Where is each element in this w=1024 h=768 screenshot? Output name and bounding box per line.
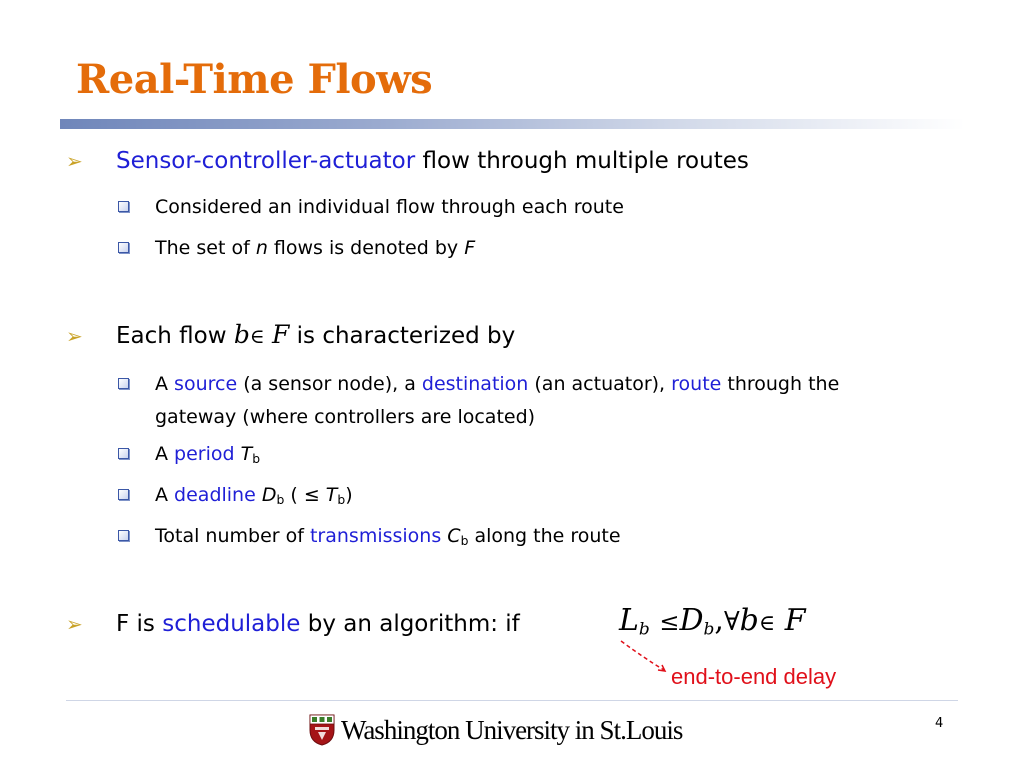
square-bullet-icon [118, 378, 129, 389]
square-bullet-icon [118, 489, 129, 500]
bullet-1-sub-2: The set of n flows is denoted by F [118, 237, 475, 259]
bullet-2 [66, 320, 515, 349]
bullet-2-sub-3: A deadline $D_b$ ( ≤ $T_b$) [118, 484, 353, 506]
bullet-2-sub-2: A period $T_b$ [118, 443, 260, 465]
page-number: 4 [935, 716, 944, 731]
bullet-1-text: Sensor-controller-actuator flow through multiple routes [116, 148, 749, 174]
annotation-arrow-icon [616, 636, 672, 678]
bullet-2-text: Each flow b∈ F is characterized by [116, 320, 516, 349]
bullet-1 [66, 148, 749, 174]
university-logo [309, 714, 682, 746]
footer-divider [66, 700, 958, 701]
bullet-3 [66, 611, 520, 637]
highlight-term: Sensor-controller-actuator [116, 148, 416, 174]
slide-title: Real-Time Flows [76, 56, 433, 103]
university-shield-icon [309, 714, 335, 746]
arrow-bullet-icon: ➢ [66, 149, 83, 173]
title-underline-bar [60, 119, 965, 129]
schedulability-formula: $L_b$ $\le D_b,\forall b\in$ F [619, 603, 806, 640]
bullet-2-sub-1: A source (a sensor node), a destination (an actuator), route through the gateway (where controllers are located) [118, 368, 918, 434]
university-name: Washington University in St.Louis [341, 714, 683, 745]
square-bullet-icon [118, 530, 129, 541]
bullet-1-sub-1: Considered an individual flow through each route [118, 196, 624, 218]
annotation-end-to-end-delay: end-to-end delay [671, 664, 837, 689]
bullet-2-sub-4: Total number of transmissions $C_b$ along the route [118, 525, 621, 547]
square-bullet-icon [118, 448, 129, 459]
bullet-3-text: F is schedulable by an algorithm: if [116, 611, 520, 637]
square-bullet-icon [118, 201, 129, 212]
arrow-bullet-icon: ➢ [66, 324, 83, 348]
arrow-bullet-icon: ➢ [66, 612, 83, 636]
square-bullet-icon [118, 242, 129, 253]
